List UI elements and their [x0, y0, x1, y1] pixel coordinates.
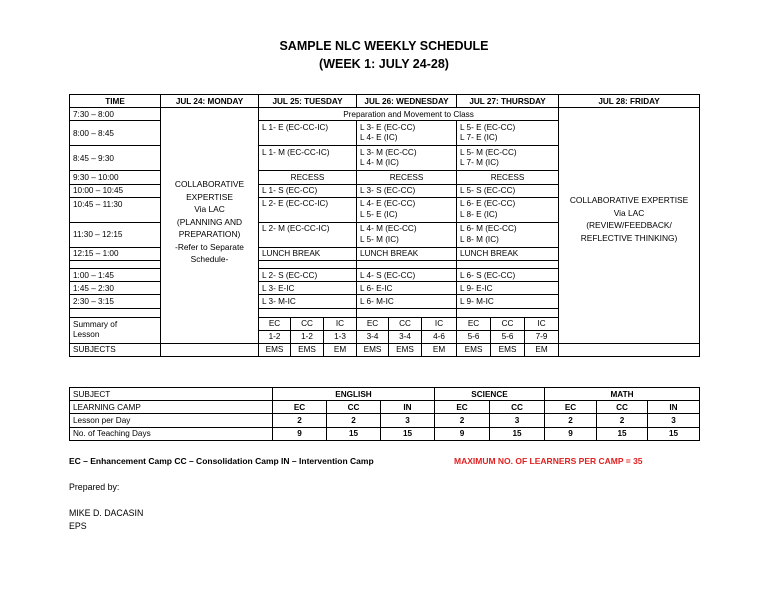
value-cell: 2: [327, 414, 381, 427]
camp-legend: EC – Enhancement Camp CC – Consolidation Camp IN – Intervention Camp: [69, 456, 374, 466]
friday-line: COLLABORATIVE EXPERTISE: [569, 195, 689, 206]
thursday-slot: [457, 121, 559, 146]
subjects-label: SUBJECTS: [70, 343, 161, 356]
english-header: ENGLISH: [273, 388, 435, 401]
wednesday-header: JUL 26: WEDNESDAY: [357, 95, 457, 108]
lesson-entry: L 3- M (EC-CC): [360, 147, 417, 157]
learning-camp-table: [69, 387, 700, 441]
value-cell: 3: [381, 414, 435, 427]
value-cell: 15: [327, 427, 381, 440]
subject-cell: EMS: [357, 343, 389, 356]
wednesday-slot: L 6- E-IC: [357, 282, 457, 295]
time-slot: 8:00 – 8:45: [70, 121, 161, 146]
friday-line: REFLECTIVE THINKING): [580, 232, 678, 243]
preparation-row: Preparation and Movement to Class: [259, 108, 559, 121]
camp-cell: EC: [435, 401, 490, 414]
time-slot: 2:30 – 3:15: [70, 295, 161, 308]
time-slot: 9:30 – 10:00: [70, 171, 161, 184]
signatory-name: MIKE D. DACASIN: [69, 508, 144, 518]
lesson-entry: L 8- M (IC): [460, 234, 499, 244]
monday-line: -Refer to Separate: [175, 241, 244, 252]
lesson-range-cell: 1-2: [291, 330, 324, 343]
monday-line: EXPERTISE: [186, 191, 233, 202]
lesson-per-day-label: Lesson per Day: [70, 414, 273, 427]
friday-activity: [559, 108, 700, 331]
camp-cell: EC: [273, 401, 327, 414]
lunch-cell: LUNCH BREAK: [259, 247, 357, 260]
document-title: SAMPLE NLC WEEKLY SCHEDULE: [279, 39, 489, 53]
tuesday-slot: [259, 222, 357, 247]
value-cell: 3: [490, 414, 545, 427]
camp-cell: EC: [259, 317, 291, 330]
tuesday-slot: L 3- E-IC: [259, 282, 357, 295]
prepared-by-label: Prepared by:: [69, 482, 120, 492]
value-cell: 9: [435, 427, 490, 440]
lesson-entry: L 5- E (IC): [360, 209, 398, 219]
camp-cell: IC: [525, 317, 559, 330]
lesson-entry: L 6- E (EC-CC): [460, 199, 516, 209]
lesson-entry: L 4- E (EC-CC): [360, 199, 416, 209]
subject-label: SUBJECT: [70, 388, 273, 401]
friday-line: Via LAC: [613, 207, 645, 218]
lesson-range-cell: 4-6: [422, 330, 457, 343]
lesson-entry: L 8- E (IC): [460, 209, 498, 219]
value-cell: 15: [381, 427, 435, 440]
spacer-cell: [457, 260, 559, 268]
value-cell: 15: [648, 427, 700, 440]
value-cell: 2: [597, 414, 648, 427]
wednesday-slot: L 6- M-IC: [357, 295, 457, 308]
thursday-slot: [457, 146, 559, 171]
value-cell: 9: [273, 427, 327, 440]
lesson-range-cell: 5-6: [457, 330, 491, 343]
schedule-grid: [69, 94, 700, 357]
spacer-cell: [259, 260, 357, 268]
value-cell: 15: [597, 427, 648, 440]
spacer-cell: [357, 308, 457, 317]
lesson-entry: L 5- M (EC-CC): [460, 147, 517, 157]
recess-cell: RECESS: [259, 171, 357, 184]
lesson-entry: L 5- E (EC-CC): [460, 122, 516, 132]
value-cell: 15: [490, 427, 545, 440]
subject-cell: EMS: [389, 343, 422, 356]
time-slot: 1:00 – 1:45: [70, 268, 161, 281]
spacer-cell: [70, 308, 161, 317]
value-cell: 2: [435, 414, 490, 427]
time-header: TIME: [70, 95, 161, 108]
time-slot: 8:45 – 9:30: [70, 146, 161, 171]
max-learners-note: MAXIMUM NO. OF LEARNERS PER CAMP = 35: [454, 456, 643, 466]
thursday-header: JUL 27: THURSDAY: [457, 95, 559, 108]
lesson-range-cell: 7-9: [525, 330, 559, 343]
friday-header: JUL 28: FRIDAY: [559, 95, 700, 108]
camp-cell: EC: [545, 401, 597, 414]
friday-bottom: [559, 330, 700, 343]
lesson-entry: L 2- M (EC-CC-IC): [262, 224, 330, 234]
spacer-cell: [357, 260, 457, 268]
tuesday-slot: [259, 121, 357, 146]
lesson-range-cell: 3-4: [357, 330, 389, 343]
header-row: [70, 95, 700, 108]
monday-subjects: [161, 343, 259, 356]
camp-cell: EC: [457, 317, 491, 330]
lesson-range-cell: 1-2: [259, 330, 291, 343]
tuesday-slot: L 2- S (EC-CC): [259, 268, 357, 281]
lesson-entry: L 1- M (EC-CC-IC): [262, 147, 330, 157]
time-slot: 11:30 – 12:15: [70, 222, 161, 247]
camp-cell: IN: [381, 401, 435, 414]
wednesday-slot: L 4- S (EC-CC): [357, 268, 457, 281]
camp-cell: CC: [327, 401, 381, 414]
lunch-cell: LUNCH BREAK: [457, 247, 559, 260]
monday-bottom: [161, 330, 259, 343]
lesson-entry: L 7- E (IC): [460, 133, 498, 143]
tuesday-slot: [259, 197, 357, 222]
lesson-entry: L 1- E (EC-CC-IC): [262, 122, 329, 132]
value-cell: 2: [273, 414, 327, 427]
spacer-cell: [259, 308, 357, 317]
time-label: 10:45 – 11:30: [73, 199, 123, 209]
wednesday-slot: [357, 146, 457, 171]
monday-line: Schedule-: [190, 254, 229, 265]
wednesday-slot: [357, 197, 457, 222]
value-cell: 9: [545, 427, 597, 440]
monday-line: Via LAC: [194, 204, 225, 215]
spacer-cell: [457, 308, 559, 317]
lesson-entry: L 6- M (EC-CC): [460, 224, 517, 234]
monday-line: PREPARATION): [178, 229, 241, 240]
camp-cell: IC: [324, 317, 357, 330]
summary-label-line: Lesson: [73, 330, 100, 340]
thursday-slot: L 9- E-IC: [457, 282, 559, 295]
thursday-slot: [457, 197, 559, 222]
signatory-title: EPS: [69, 521, 87, 531]
subject-cell: EM: [525, 343, 559, 356]
camp-cell: IN: [648, 401, 700, 414]
lesson-entry: L 4- E (IC): [360, 133, 398, 143]
tuesday-header: JUL 25: TUESDAY: [259, 95, 357, 108]
wednesday-slot: [357, 121, 457, 146]
subject-cell: EM: [422, 343, 457, 356]
camp-cell: CC: [491, 317, 525, 330]
subject-cell: EM: [324, 343, 357, 356]
time-slot: 7:30 – 8:00: [70, 108, 161, 121]
friday-line: (REVIEW/FEEDBACK/: [586, 220, 672, 231]
spacer-cell: [70, 260, 161, 268]
recess-cell: RECESS: [357, 171, 457, 184]
wednesday-slot: L 3- S (EC-CC): [357, 184, 457, 197]
subject-cell: EMS: [491, 343, 525, 356]
time-slot: 1:45 – 2:30: [70, 282, 161, 295]
time-slot: 10:00 – 10:45: [70, 184, 161, 197]
subject-cell: EMS: [291, 343, 324, 356]
lesson-range-cell: 1-3: [324, 330, 357, 343]
summary-label-line: Summary of: [73, 319, 118, 329]
thursday-slot: L 6- S (EC-CC): [457, 268, 559, 281]
subject-cell: EMS: [259, 343, 291, 356]
science-header: SCIENCE: [435, 388, 545, 401]
thursday-slot: L 9- M-IC: [457, 295, 559, 308]
subject-cell: EMS: [457, 343, 491, 356]
tuesday-slot: L 3- M-IC: [259, 295, 357, 308]
lesson-entry: L 7- M (IC): [460, 158, 499, 168]
camp-cell: CC: [490, 401, 545, 414]
learning-camp-label: LEARNING CAMP: [70, 401, 273, 414]
camp-cell: CC: [291, 317, 324, 330]
friday-subjects: [559, 343, 700, 356]
time-slot: [70, 197, 161, 222]
tuesday-slot: [259, 146, 357, 171]
monday-activity: [161, 108, 259, 331]
time-slot: 12:15 – 1:00: [70, 247, 161, 260]
thursday-slot: L 5- S (EC-CC): [457, 184, 559, 197]
lesson-entry: L 3- E (EC-CC): [360, 122, 416, 132]
camp-cell: CC: [389, 317, 422, 330]
camp-cell: IC: [422, 317, 457, 330]
monday-line: COLLABORATIVE: [174, 179, 245, 190]
monday-line: (PLANNING AND: [176, 216, 243, 227]
teaching-days-label: No. of Teaching Days: [70, 427, 273, 440]
lesson-entry: L 4- M (EC-CC): [360, 224, 417, 234]
lunch-cell: LUNCH BREAK: [357, 247, 457, 260]
value-cell: 2: [545, 414, 597, 427]
math-header: MATH: [545, 388, 700, 401]
document-subtitle: (WEEK 1: JULY 24-28): [319, 57, 449, 71]
lesson-entry: L 2- E (EC-CC-IC): [262, 199, 329, 209]
value-cell: 3: [648, 414, 700, 427]
wednesday-slot: [357, 222, 457, 247]
summary-label: [70, 317, 161, 343]
monday-header: JUL 24: MONDAY: [161, 95, 259, 108]
thursday-slot: [457, 222, 559, 247]
recess-cell: RECESS: [457, 171, 559, 184]
tuesday-slot: L 1- S (EC-CC): [259, 184, 357, 197]
lesson-range-cell: 3-4: [389, 330, 422, 343]
camp-cell: EC: [357, 317, 389, 330]
lesson-entry: L 4- M (IC): [360, 158, 399, 168]
camp-cell: CC: [597, 401, 648, 414]
lesson-entry: L 5- M (IC): [360, 234, 399, 244]
lesson-range-cell: 5-6: [491, 330, 525, 343]
